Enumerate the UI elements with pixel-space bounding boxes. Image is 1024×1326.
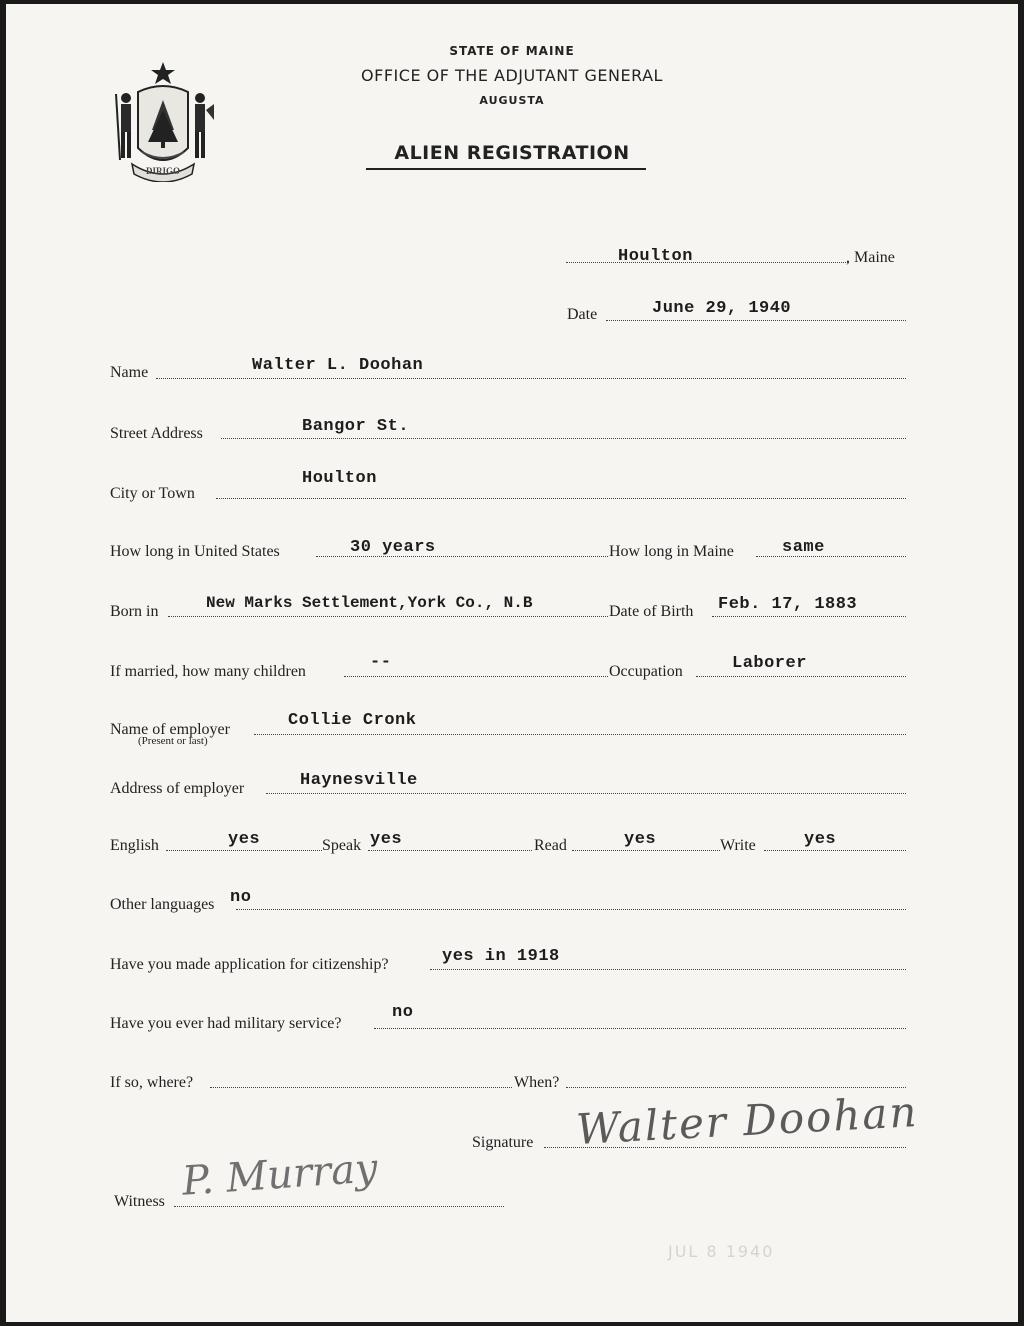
write-value: yes [804,830,837,849]
dob-value: Feb. 17, 1883 [718,595,858,614]
us-duration-label: How long in United States [110,543,280,560]
name-label: Name [110,364,149,381]
when-label: When? [514,1074,560,1091]
signature-label: Signature [472,1134,534,1151]
occupation-label: Occupation [609,663,683,680]
speak-label: Speak [322,837,362,854]
read-label: Read [534,837,567,854]
other-languages-line [236,909,906,910]
children-line [344,676,608,677]
other-languages-value: no [230,888,252,907]
employer-line [254,734,906,735]
write-line [764,850,906,851]
children-label: If married, how many children [110,663,306,680]
registration-form [6,4,1018,1322]
occupation-value: Laborer [732,654,807,673]
other-languages-label: Other languages [110,896,215,913]
name-line [156,378,906,379]
city-line [216,498,906,499]
dob-label: Date of Birth [609,603,694,620]
write-label: Write [720,837,756,854]
street-label: Street Address [110,425,203,442]
maine-duration-line [756,556,906,557]
children-value: -- [370,653,392,672]
place-line [566,262,848,263]
citizenship-line [430,969,906,970]
military-line [374,1028,906,1029]
employer-address-line [266,793,906,794]
city-label: City or Town [110,485,195,502]
place-suffix: , Maine [846,249,895,266]
title-underline [366,168,646,170]
speak-value: yes [370,830,403,849]
date-line [606,320,906,321]
english-value: yes [228,830,261,849]
speak-line [368,850,532,851]
occupation-line [696,676,906,677]
english-label: English [110,837,159,854]
born-value: New Marks Settlement,York Co., N.B [206,594,533,612]
born-label: Born in [110,603,159,620]
name-value: Walter L. Doohan [252,356,424,375]
place-value: Houlton [618,247,693,266]
seal-motto: DIRIGO [146,166,181,176]
dob-line [712,616,906,617]
received-stamp: JUL 8 1940 [668,1242,775,1261]
citizenship-label: Have you made application for citizenship? [110,956,389,973]
when-line [566,1087,906,1088]
employer-address-label: Address of employer [110,780,245,797]
employer-label: Name of employer [110,721,230,738]
maine-duration-value: same [782,538,825,557]
maine-duration-label: How long in Maine [609,543,734,560]
date-value: June 29, 1940 [652,299,792,318]
date-label: Date [567,306,598,323]
military-value: no [392,1003,414,1022]
read-line [572,850,720,851]
header-city: AUGUSTA [479,94,545,107]
header-office: OFFICE OF THE ADJUTANT GENERAL [361,66,663,85]
english-line [166,850,322,851]
city-value: Houlton [302,469,377,488]
employer-address-value: Haynesville [300,771,418,790]
signature-value: Walter Doohan [574,1087,920,1154]
born-line [168,616,608,617]
citizenship-value: yes in 1918 [442,947,560,966]
witness-label: Witness [114,1193,165,1210]
header-state: STATE OF MAINE [449,44,575,58]
employer-value: Collie Cronk [288,711,417,730]
street-line [221,438,906,439]
us-duration-value: 30 years [350,538,436,557]
military-label: Have you ever had military service? [110,1015,342,1032]
employer-sublabel: (Present or last) [138,735,208,747]
street-value: Bangor St. [302,417,410,436]
where-line [210,1087,512,1088]
read-value: yes [624,830,657,849]
where-label: If so, where? [110,1074,194,1091]
form-title: ALIEN REGISTRATION [394,142,630,164]
witness-signature: P. Murray [180,1145,380,1205]
witness-line [174,1206,504,1207]
